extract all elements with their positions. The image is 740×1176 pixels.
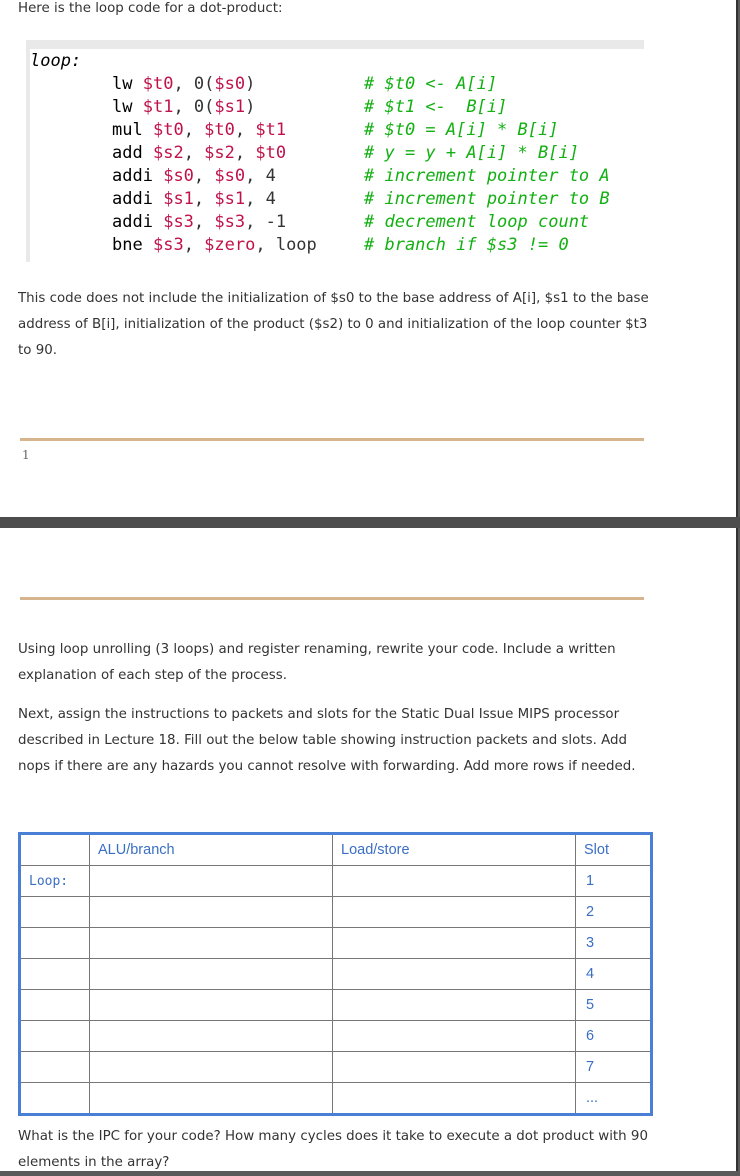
code-block-left-border bbox=[26, 40, 30, 262]
alu-branch-cell[interactable] bbox=[90, 1021, 333, 1052]
table-header-cell bbox=[20, 834, 90, 866]
code-instruction bbox=[112, 165, 276, 188]
table-row bbox=[20, 1052, 652, 1083]
question-card-1 bbox=[0, 0, 738, 517]
table-row bbox=[20, 1083, 652, 1115]
label-cell[interactable] bbox=[20, 897, 90, 928]
code-block bbox=[18, 40, 644, 262]
load-store-cell[interactable] bbox=[333, 928, 576, 959]
code-opcode: lw bbox=[112, 97, 133, 117]
alu-branch-cell[interactable] bbox=[90, 866, 333, 897]
alu-branch-cell[interactable] bbox=[90, 959, 333, 990]
code-instruction bbox=[112, 119, 286, 142]
code-comment: # $t0 = A[i] * B[i] bbox=[364, 120, 559, 140]
code-comment: # increment pointer to A bbox=[364, 166, 610, 186]
intro-text: Here is the loop code for a dot-product: bbox=[18, 1, 283, 16]
label-cell[interactable] bbox=[20, 959, 90, 990]
alu-branch-cell[interactable] bbox=[90, 928, 333, 959]
load-store-cell[interactable] bbox=[333, 897, 576, 928]
code-instruction bbox=[112, 188, 276, 211]
loop-label-cell[interactable]: Loop: bbox=[20, 866, 90, 897]
slot-number-cell: 2 bbox=[576, 897, 652, 928]
label-cell[interactable] bbox=[20, 928, 90, 959]
alu-branch-cell[interactable] bbox=[90, 897, 333, 928]
code-opcode: add bbox=[112, 143, 143, 163]
code-opcode: bne bbox=[112, 235, 143, 255]
code-operands: $s0, $s0, 4 bbox=[163, 166, 276, 186]
code-comment: # branch if $s3 != 0 bbox=[364, 235, 569, 255]
load-store-cell[interactable] bbox=[333, 1052, 576, 1083]
table-row bbox=[20, 866, 652, 897]
table-row bbox=[20, 897, 652, 928]
alu-branch-cell[interactable] bbox=[90, 990, 333, 1021]
table-header-cell: ALU/branch bbox=[90, 834, 333, 866]
code-instruction bbox=[112, 142, 286, 165]
table-row bbox=[20, 928, 652, 959]
code-comment: # $t1 <- B[i] bbox=[364, 97, 508, 117]
code-operands: $s3, $s3, -1 bbox=[163, 212, 287, 232]
code-opcode: lw bbox=[112, 74, 133, 94]
code-opcode: mul bbox=[112, 120, 143, 140]
table-header-row bbox=[20, 834, 652, 866]
load-store-cell[interactable] bbox=[333, 1083, 576, 1115]
table-row bbox=[20, 990, 652, 1021]
code-operands: $s3, $zero, loop bbox=[152, 235, 317, 255]
code-operands: $s2, $s2, $t0 bbox=[152, 143, 287, 163]
slot-number-cell: 7 bbox=[576, 1052, 652, 1083]
code-operands: $t1, 0($s1) bbox=[142, 97, 256, 117]
packet-slot-table bbox=[18, 832, 653, 1116]
alu-branch-cell[interactable] bbox=[90, 1083, 333, 1115]
code-comment: # $t0 <- A[i] bbox=[364, 74, 498, 94]
slot-number-cell: 3 bbox=[576, 928, 652, 959]
question-unroll-text: Using loop unrolling (3 loops) and register renaming, rewrite your code. Include a written explanation of each step of the process. bbox=[18, 642, 616, 683]
load-store-cell[interactable] bbox=[333, 1021, 576, 1052]
code-loop-label: loop: bbox=[30, 51, 82, 71]
question-ipc-text: What is the IPC for your code? How many cycles does it take to execute a dot product with 90 elements in the array? bbox=[18, 1129, 648, 1170]
code-operands: $s1, $s1, 4 bbox=[163, 189, 276, 209]
table-row bbox=[20, 959, 652, 990]
code-instruction bbox=[112, 96, 255, 119]
slot-number-cell: ... bbox=[576, 1083, 652, 1115]
divider bbox=[20, 438, 644, 441]
code-comment: # increment pointer to B bbox=[364, 189, 610, 209]
divider bbox=[20, 597, 644, 600]
label-cell[interactable] bbox=[20, 1052, 90, 1083]
table-row bbox=[20, 1021, 652, 1052]
label-cell[interactable] bbox=[20, 1083, 90, 1115]
code-instruction bbox=[112, 73, 255, 96]
code-opcode: addi bbox=[112, 212, 153, 232]
code-comment: # y = y + A[i] * B[i] bbox=[364, 143, 579, 163]
code-block-top-border bbox=[26, 40, 644, 49]
alu-branch-cell[interactable] bbox=[90, 1052, 333, 1083]
load-store-cell[interactable] bbox=[333, 959, 576, 990]
table-header-cell: Slot bbox=[576, 834, 652, 866]
code-instruction bbox=[112, 234, 317, 257]
line-number: 1 bbox=[22, 448, 30, 462]
slot-number-cell: 4 bbox=[576, 959, 652, 990]
code-opcode: addi bbox=[112, 166, 153, 186]
slot-number-cell: 6 bbox=[576, 1021, 652, 1052]
label-cell[interactable] bbox=[20, 990, 90, 1021]
load-store-cell[interactable] bbox=[333, 866, 576, 897]
code-instruction bbox=[112, 211, 286, 234]
question-packets-text: Next, assign the instructions to packets and slots for the Static Dual Issue MIPS processor described in Lecture 18. Fill out the below table showing instruction packets and slots. Add nops if there are any hazards you cannot resolve with forwarding. Add more rows if needed. bbox=[18, 707, 636, 774]
slot-number-cell: 1 bbox=[576, 866, 652, 897]
code-opcode: addi bbox=[112, 189, 153, 209]
code-operands: $t0, 0($s0) bbox=[142, 74, 256, 94]
slot-number-cell: 5 bbox=[576, 990, 652, 1021]
code-operands: $t0, $t0, $t1 bbox=[152, 120, 287, 140]
card-separator bbox=[0, 517, 740, 528]
load-store-cell[interactable] bbox=[333, 990, 576, 1021]
label-cell[interactable] bbox=[20, 1021, 90, 1052]
code-comment: # decrement loop count bbox=[364, 212, 590, 232]
note-text: This code does not include the initialization of $s0 to the base address of A[i], $s1 to the base address of B[i], initialization of the product ($s2) to 0 and initialization of the loop counter $t3 to 90. bbox=[18, 291, 649, 358]
table-header-cell: Load/store bbox=[333, 834, 576, 866]
